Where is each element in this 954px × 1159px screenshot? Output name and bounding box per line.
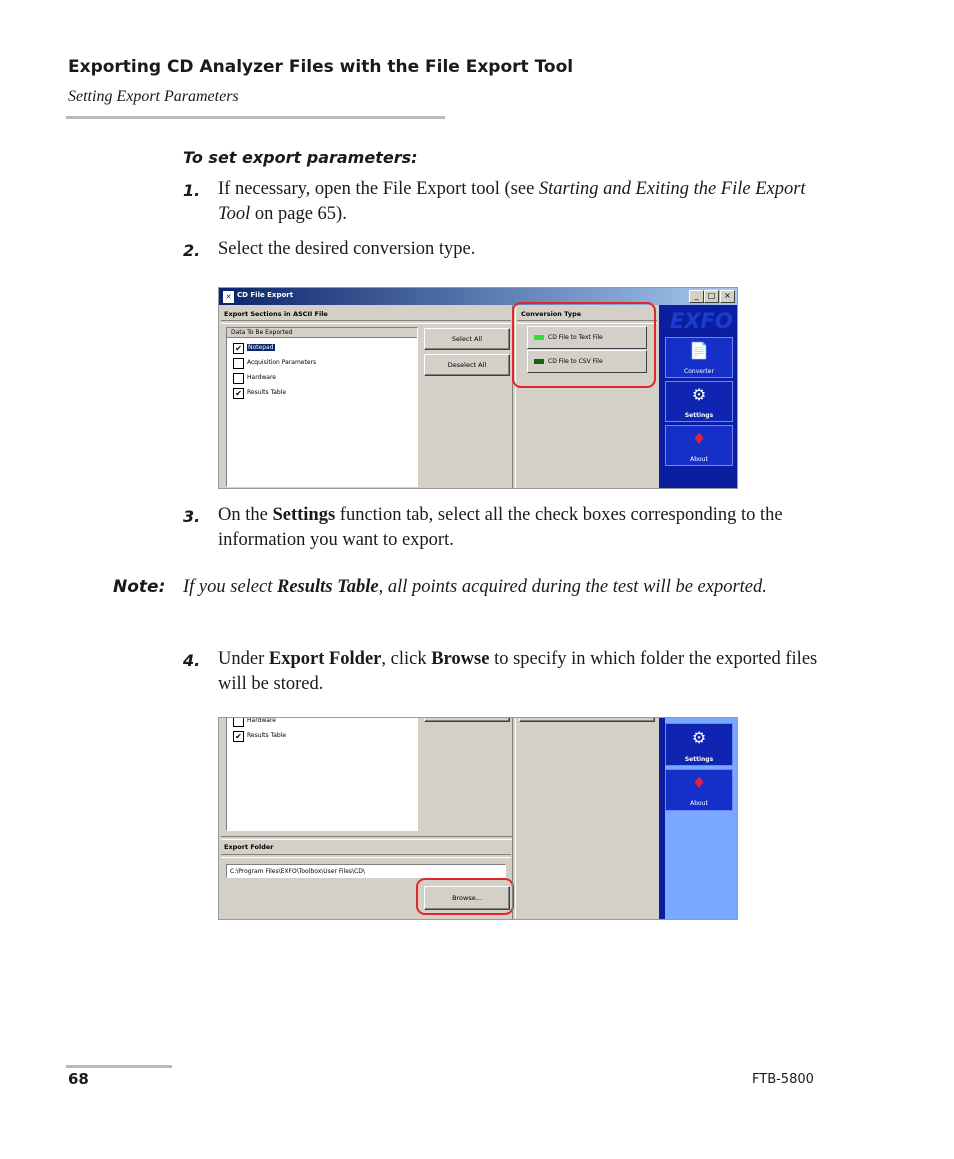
cd-file-export-window xyxy=(218,287,738,489)
minimize-button[interactable]: _ xyxy=(689,290,704,303)
converter-icon: 📄 xyxy=(689,341,709,360)
highlight-circle xyxy=(512,302,656,388)
step-text-1: If necessary, open the File Export tool (see Starting and Exiting the File Export Tool on page 65). xyxy=(218,179,806,224)
list-item-hardware[interactable] xyxy=(233,372,276,384)
panel-divider xyxy=(512,718,516,838)
list-item-results-table[interactable] xyxy=(233,730,286,742)
browse-button[interactable]: Browse... xyxy=(424,886,510,910)
deselect-all-button[interactable]: Deselect All xyxy=(424,354,510,376)
folder-path-field[interactable]: C:\Program Files\EXFO\Toolbox\User Files\CD\ xyxy=(226,864,506,878)
csv-file-option[interactable]: CD File to CSV File xyxy=(527,350,647,373)
checkbox[interactable] xyxy=(233,717,244,727)
divider xyxy=(221,854,511,858)
list-item-notepad[interactable] xyxy=(233,342,275,354)
item-label: Results Table xyxy=(247,389,287,396)
item-label: Notepad xyxy=(248,344,274,351)
step-number-2: 2. xyxy=(183,241,201,260)
close-button[interactable]: × xyxy=(720,290,735,303)
divider xyxy=(221,836,513,840)
window-title: CD File Export xyxy=(237,291,294,299)
step-number-1: 1. xyxy=(183,181,201,200)
list-item-results-table[interactable] xyxy=(233,387,286,399)
about-icon: ♦ xyxy=(691,773,707,792)
tab-settings[interactable]: ⚙ Settings xyxy=(665,381,733,422)
settings-icon: ⚙ xyxy=(691,385,707,404)
step-number-4: 4. xyxy=(183,651,201,670)
page-number: 68 xyxy=(68,1070,89,1088)
highlight-circle xyxy=(416,878,514,915)
csv-file-option[interactable] xyxy=(519,717,655,722)
export-sections-label: Export Sections in ASCII File xyxy=(224,310,328,318)
tab-about[interactable]: ♦ About xyxy=(665,769,733,811)
about-icon: ♦ xyxy=(691,429,707,448)
tab-converter[interactable]: 📄 Converter xyxy=(665,337,733,378)
window-titlebar xyxy=(219,288,737,305)
note-label: Note: xyxy=(113,577,166,597)
note-text: If you select Results Table, all points acquired during the test will be exported. xyxy=(183,577,767,597)
checkbox[interactable]: ✔ xyxy=(233,388,244,399)
list-header: Data To Be Exported xyxy=(227,328,417,338)
step-number-3: 3. xyxy=(183,507,201,526)
data-list xyxy=(226,717,418,831)
checkbox[interactable] xyxy=(233,373,244,384)
maximize-button[interactable]: □ xyxy=(704,290,719,303)
checkbox[interactable] xyxy=(233,358,244,369)
list-item-hardware[interactable] xyxy=(233,717,276,727)
list-item-acquisition[interactable] xyxy=(233,357,316,369)
footer-rule xyxy=(66,1065,172,1068)
select-all-button[interactable]: Select All xyxy=(424,328,510,350)
item-label: Hardware xyxy=(247,717,276,724)
tab-about[interactable]: ♦ About xyxy=(665,425,733,466)
step-text-4: Under Export Folder, click Browse to specify in which folder the exported files will be stored. xyxy=(218,649,818,694)
deselect-all-button[interactable] xyxy=(424,717,510,722)
exfo-logo: EXFO xyxy=(670,309,733,333)
app-icon: ✕ xyxy=(222,290,235,304)
divider xyxy=(221,320,511,324)
settings-icon: ⚙ xyxy=(691,728,707,747)
item-label: Acquisition Parameters xyxy=(247,359,317,366)
checkbox[interactable]: ✔ xyxy=(233,731,244,742)
conversion-type-label: Conversion Type xyxy=(521,310,582,318)
text-file-option[interactable]: CD File to Text File xyxy=(527,326,647,349)
panel-divider xyxy=(512,838,516,919)
procedure-title: To set export parameters: xyxy=(183,148,418,167)
header-rule xyxy=(66,116,445,119)
export-folder-label: Export Folder xyxy=(224,843,274,851)
export-folder-window xyxy=(218,717,738,920)
item-label: Hardware xyxy=(247,374,276,381)
step-text-2: Select the desired conversion type. xyxy=(218,239,476,259)
tab-settings[interactable]: ⚙ Settings xyxy=(665,723,733,766)
section-subtitle: Setting Export Parameters xyxy=(68,88,239,105)
step-text-3: On the Settings function tab, select all the check boxes corresponding to the information you want to export. xyxy=(218,505,783,550)
item-label: Results Table xyxy=(247,732,287,739)
product-model: FTB-5800 xyxy=(752,1072,814,1087)
checkbox[interactable]: ✔ xyxy=(233,343,244,354)
data-list xyxy=(226,327,418,487)
section-title: Exporting CD Analyzer Files with the File Export Tool xyxy=(68,57,574,77)
